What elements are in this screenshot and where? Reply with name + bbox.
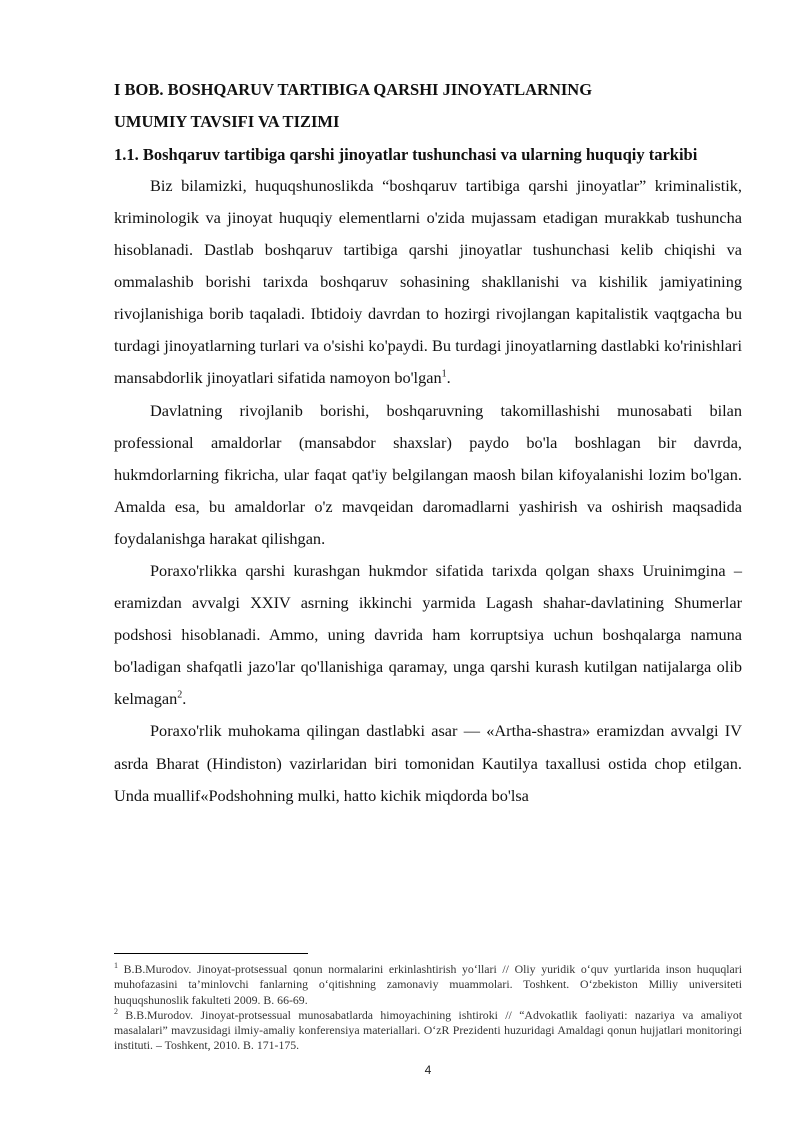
paragraph-1-text: Biz bilamizki, huquqshunoslikda “boshqaruv tartibiga qarshi jinoyatlar” kriminalistik, kriminologik va jinoyat huquqiy elementlarni o'zida mujassam etadigan murakkab tushuncha hisoblanadi. Dastlab boshqaruv tartibiga qarshi jinoyatlar tushunchasi kelib chiqishi va ommalashib borishi tarixda boshqaruv sohasining shakllanishi va kishilik jamiyatining rivojlanishiga borib taqaladi. Ibtidoiy davrdan to hozirgi rivojlangan kapitalistik vaqtgacha bu turdagi jinoyatlarning turlari va o'sishi ko'paydi. Bu turdagi jinoyatlarning dastlabki ko'rinishlari mansabdorlik jinoyatlari sifatida namoyon bo'lgan: [114, 175, 742, 388]
footnote-2: [114, 1008, 742, 1054]
footnote-ref-1[interactable]: 1: [441, 369, 447, 381]
chapter-title-line-2: UMUMIY TAVSIFI VA TIZIMI: [114, 112, 340, 132]
paragraph-4-text: Poraxo'rlik muhokama qilingan dastlabki asar — «Artha-shastra» eramizdan avvalgi IV asrda Bharat (Hindiston) vazirlaridan biri tomonidan Kautilya taxallusi ostida chop etilgan. Unda muallif«Podshohning mulki, hatto kichik miqdorda bo'lsa: [114, 721, 742, 805]
footnote-2-text: B.B.Murodov. Jinoyat-protsessual munosabatlarda himoyachining ishtiroki // “Advokatlik faoliyati: nazariya va amaliyot masalalari” mavzusidagi ilmiy-amaliy konferensiya materiallari. O‘zR Prezidenti huzuridagi Amaldagi qonun hujjatlari monitoringi instituti. – Toshkent, 2010. B. 171-175.: [114, 1007, 742, 1053]
footnote-separator: [114, 953, 308, 954]
footnote-1-text: B.B.Murodov. Jinoyat-protsessual qonun normalarini erkinlashtirish yo‘llari // Oliy yuridik o‘quv yurtlarida inson huquqlari muhofazasini ta’minlovchi fanlarning o‘qitishning zamonaviy muammolari. Toshkent. O‘zbekiston Milliy universiteti huquqshunoslik fakulteti 2009. B. 66-69.: [114, 962, 742, 1007]
chapter-title: [114, 74, 742, 139]
paragraph-1: [114, 170, 742, 395]
footnote-1-number: 1: [114, 961, 118, 971]
footnote-ref-2[interactable]: 2: [177, 689, 183, 701]
footnote-1: [114, 962, 742, 1008]
paragraph-2-text: Davlatning rivojlanib borishi, boshqaruvning takomillashishi munosabati bilan professional amaldorlar (mansabdor shaxslar) paydo bo'la boshlagan bir davrda, hukmdorlarning fikricha, ular faqat qat'iy belgilangan maosh bilan kifoyalanishi lozim bo'lgan. Amalda esa, bu amaldorlar o'z mavqeidan daromadlarni yashirish va oshirish maqsadida foydalanishga harakat qilishgan.: [114, 400, 742, 548]
paragraph-3-tail: .: [182, 689, 187, 709]
paragraph-3: [114, 555, 742, 715]
footnotes: [114, 962, 742, 1054]
footnote-2-number: 2: [114, 1006, 118, 1016]
paragraph-1-tail: .: [446, 368, 451, 388]
paragraph-2: [114, 395, 742, 555]
chapter-title-line-1: I BOB. BOSHQARUV TARTIBIGA QARSHI JINOYATLARNING: [114, 80, 593, 99]
document-body: [114, 74, 742, 812]
paragraph-4: [114, 715, 742, 811]
section-title: 1.1. Boshqaruv tartibiga qarshi jinoyatlar tushunchasi va ularning huquqiy tarkibi: [114, 144, 698, 164]
page-number: 4: [424, 1063, 432, 1077]
paragraph-3-text: Poraxo'rlikka qarshi kurashgan hukmdor sifatida tarixda qolgan shaxs Uruinimgina – eramizdan avvalgi XXIV asrning ikkinchi yarmida Lagash shahar-davlatining Shumerlar podshosi hisoblanadi. Ammo, uning davrida ham korruptsiya uchun boshqalarga namuna bo'ladigan shafqatli jazo'lar qo'llanishiga qaramay, unga qarshi kurash kutilgan natijalarga olib kelmagan: [114, 561, 742, 709]
